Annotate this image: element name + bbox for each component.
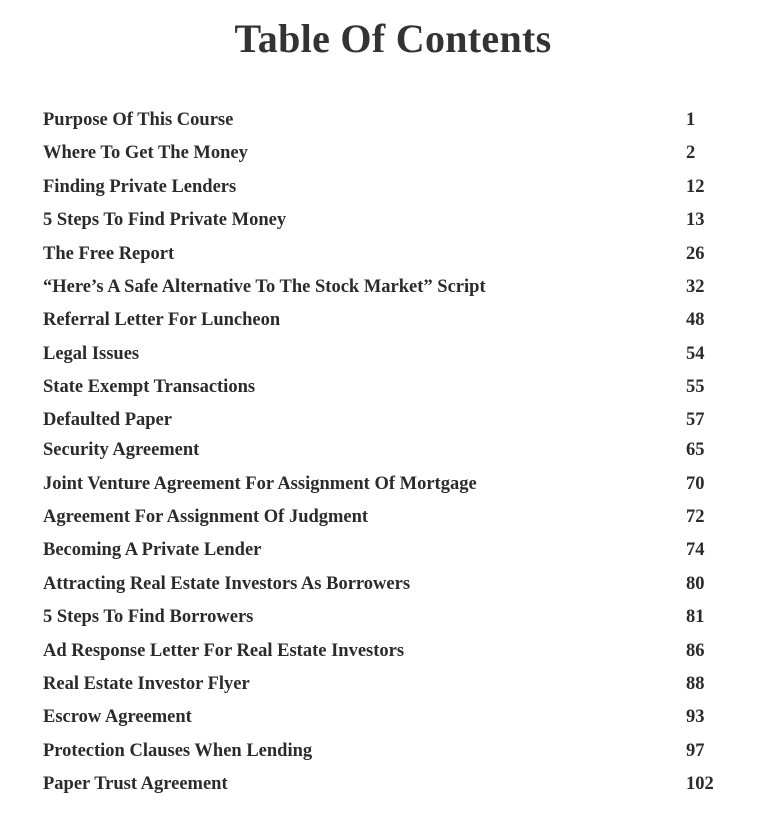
toc-entry bbox=[0, 771, 771, 797]
toc-entry-title: Agreement For Assignment Of Judgment bbox=[43, 507, 369, 527]
toc-entry-page-number: 12 bbox=[686, 177, 705, 197]
toc-entry-title: 5 Steps To Find Borrowers bbox=[43, 607, 254, 627]
toc-entry-page-number: 48 bbox=[686, 310, 705, 330]
toc-entry-title: Finding Private Lenders bbox=[43, 177, 237, 197]
toc-entry bbox=[0, 374, 771, 400]
toc-entry-title: Joint Venture Agreement For Assignment Of Mortgage bbox=[43, 474, 477, 494]
toc-entry bbox=[0, 140, 771, 166]
toc-entry-page-number: 2 bbox=[686, 143, 696, 163]
toc-entry-page-number: 13 bbox=[686, 210, 705, 230]
toc-entry-page-number: 81 bbox=[686, 607, 705, 627]
toc-entry bbox=[0, 704, 771, 730]
toc-entry-page-number: 86 bbox=[686, 641, 705, 661]
toc-entry bbox=[0, 241, 771, 267]
toc-entry bbox=[0, 437, 771, 463]
toc-entry-title: Escrow Agreement bbox=[43, 707, 192, 727]
toc-entry bbox=[0, 671, 771, 697]
toc-entry-title: Protection Clauses When Lending bbox=[43, 741, 313, 761]
toc-entry-title: Attracting Real Estate Investors As Borrowers bbox=[43, 574, 411, 594]
toc-entry bbox=[0, 307, 771, 333]
toc-entry-page-number: 65 bbox=[686, 440, 705, 460]
toc-entry bbox=[0, 107, 771, 133]
toc-entry-page-number: 97 bbox=[686, 741, 705, 761]
toc-entry-title: Security Agreement bbox=[43, 440, 200, 460]
toc-entry bbox=[0, 537, 771, 563]
toc-entry bbox=[0, 174, 771, 200]
toc-entry-title: Becoming A Private Lender bbox=[43, 540, 262, 560]
toc-entry-title: Defaulted Paper bbox=[43, 410, 172, 430]
toc-entry-title: Where To Get The Money bbox=[43, 143, 248, 163]
toc-entry bbox=[0, 274, 771, 300]
toc-entry-page-number: 26 bbox=[686, 244, 705, 264]
toc-entry-page-number: 55 bbox=[686, 377, 705, 397]
toc-entry-title: State Exempt Transactions bbox=[43, 377, 256, 397]
toc-entry-page-number: 102 bbox=[686, 774, 714, 794]
toc-entry bbox=[0, 341, 771, 367]
toc-entry-page-number: 54 bbox=[686, 344, 705, 364]
toc-entry-title: “Here’s A Safe Alternative To The Stock Market” Script bbox=[43, 277, 486, 297]
toc-entry bbox=[0, 471, 771, 497]
toc-entry-page-number: 57 bbox=[686, 410, 705, 430]
toc-entry-title: Purpose Of This Course bbox=[43, 110, 234, 130]
toc-entry-title: Real Estate Investor Flyer bbox=[43, 674, 250, 694]
toc-entry bbox=[0, 407, 771, 433]
toc-entry bbox=[0, 638, 771, 664]
toc-entry-title: The Free Report bbox=[43, 244, 175, 264]
toc-entry-page-number: 74 bbox=[686, 540, 705, 560]
toc-entry-page-number: 70 bbox=[686, 474, 705, 494]
toc-entry-title: Paper Trust Agreement bbox=[43, 774, 228, 794]
toc-entry bbox=[0, 571, 771, 597]
toc-entry-page-number: 1 bbox=[686, 110, 696, 130]
toc-entry-title: 5 Steps To Find Private Money bbox=[43, 210, 287, 230]
toc-entry bbox=[0, 604, 771, 630]
toc-entry-title: Referral Letter For Luncheon bbox=[43, 310, 281, 330]
toc-entry bbox=[0, 738, 771, 764]
toc-entry bbox=[0, 504, 771, 530]
toc-entry-page-number: 88 bbox=[686, 674, 705, 694]
page-title: Table Of Contents bbox=[234, 16, 552, 61]
toc-entry-page-number: 32 bbox=[686, 277, 705, 297]
toc-entry-title: Legal Issues bbox=[43, 344, 140, 364]
toc-entry-page-number: 93 bbox=[686, 707, 705, 727]
toc-entry-page-number: 72 bbox=[686, 507, 705, 527]
toc-entry-title: Ad Response Letter For Real Estate Investors bbox=[43, 641, 405, 661]
toc-entry-page-number: 80 bbox=[686, 574, 705, 594]
toc-entry bbox=[0, 207, 771, 233]
